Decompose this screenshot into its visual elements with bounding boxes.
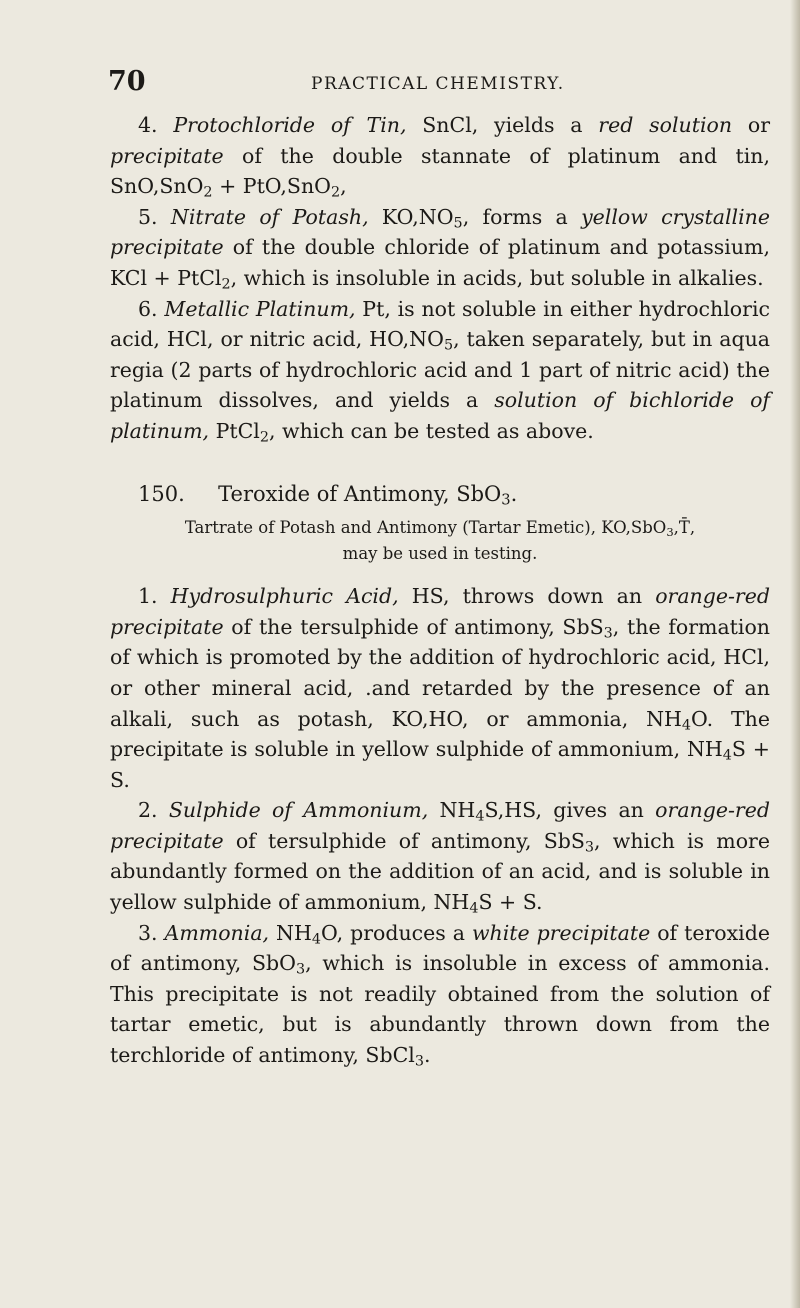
reagent-name: Metallic Platinum, bbox=[164, 296, 356, 321]
test-paragraph: 2. Sulphide of Ammonium, $NH_4S,HS$, gives an orange-red precipitate of tersulphide of antimony, SbS$_3$, which is more abundantly formed on the addition of an acid, and is soluble in yellow sulphide of ammonium, $NH_4S + S$. bbox=[110, 798, 770, 917]
page-number: 70 bbox=[108, 66, 146, 97]
reagent-name: Hydrosulphuric Acid, bbox=[170, 584, 399, 609]
reagent-name: Sulphide of Ammonium, bbox=[168, 798, 429, 823]
running-head: PRACTICAL CHEMISTRY. bbox=[311, 74, 565, 94]
test-paragraph: 1. Hydrosulphuric Acid, HS, throws down an orange-red precipitate of the tersulphide of antimony, SbS$_3$, the formation of which is promoted by the addition of hydrochloric acid, HCl, or other mineral acid, .and retarded by the presence of an alkali, such as potash, KO,HO, or ammonia, $NH_4O$. The precipitate is soluble in yellow sulphide of ammonium, $NH_4S + S$. bbox=[110, 584, 771, 792]
reagent-name: Ammonia, bbox=[164, 920, 270, 945]
test-paragraph: 4. Protochloride of Tin, SnCl, yields a red solution or precipitate of the double stannate of platinum and tin, SnO,SnO$_2$ + PtO,SnO$_2$, bbox=[110, 113, 770, 201]
section-note: Tartrate of Potash and Antimony (Tartar Emetic), KO,SbO$_3$,T̄, may be used in testing. bbox=[184, 518, 696, 564]
page-header bbox=[108, 66, 768, 102]
reagent-name: Protochloride of Tin, bbox=[173, 113, 407, 137]
test-paragraph: 6. Metallic Platinum, Pt, is not soluble in either hydrochloric acid, HCl, or nitric acid, $HO,NO_5$, taken separately, but in aqua regia (2 parts of hydrochloric acid and 1 part of nitric acid) the platinum dissolves, and yields a solution of bichloride of platinum, PtCl$_2$, which can be tested as above. bbox=[110, 296, 771, 446]
reagent-name: Nitrate of Potash, bbox=[170, 204, 369, 229]
page-edge-shadow bbox=[790, 0, 800, 1308]
test-paragraph: 5. Nitrate of Potash, $KO,NO_5$, forms a yellow crystalline precipitate of the double chloride of platinum and potassium, KCl + PtCl$_2$, which is insoluble in acids, but soluble in alkalies. bbox=[110, 204, 770, 293]
section-heading: 150. Teroxide of Antimony, SbO$_3$. bbox=[138, 481, 518, 509]
test-paragraph: 3. Ammonia, $NH_4O$, produces a white precipitate of teroxide of antimony, SbO$_3$, which is insoluble in excess of ammonia. This precipitate is not readily obtained from the solution of tartar emetic, but is abundantly thrown down from the terchloride of antimony, SbCl$_3$. bbox=[110, 920, 770, 1070]
page-body bbox=[110, 110, 770, 1071]
